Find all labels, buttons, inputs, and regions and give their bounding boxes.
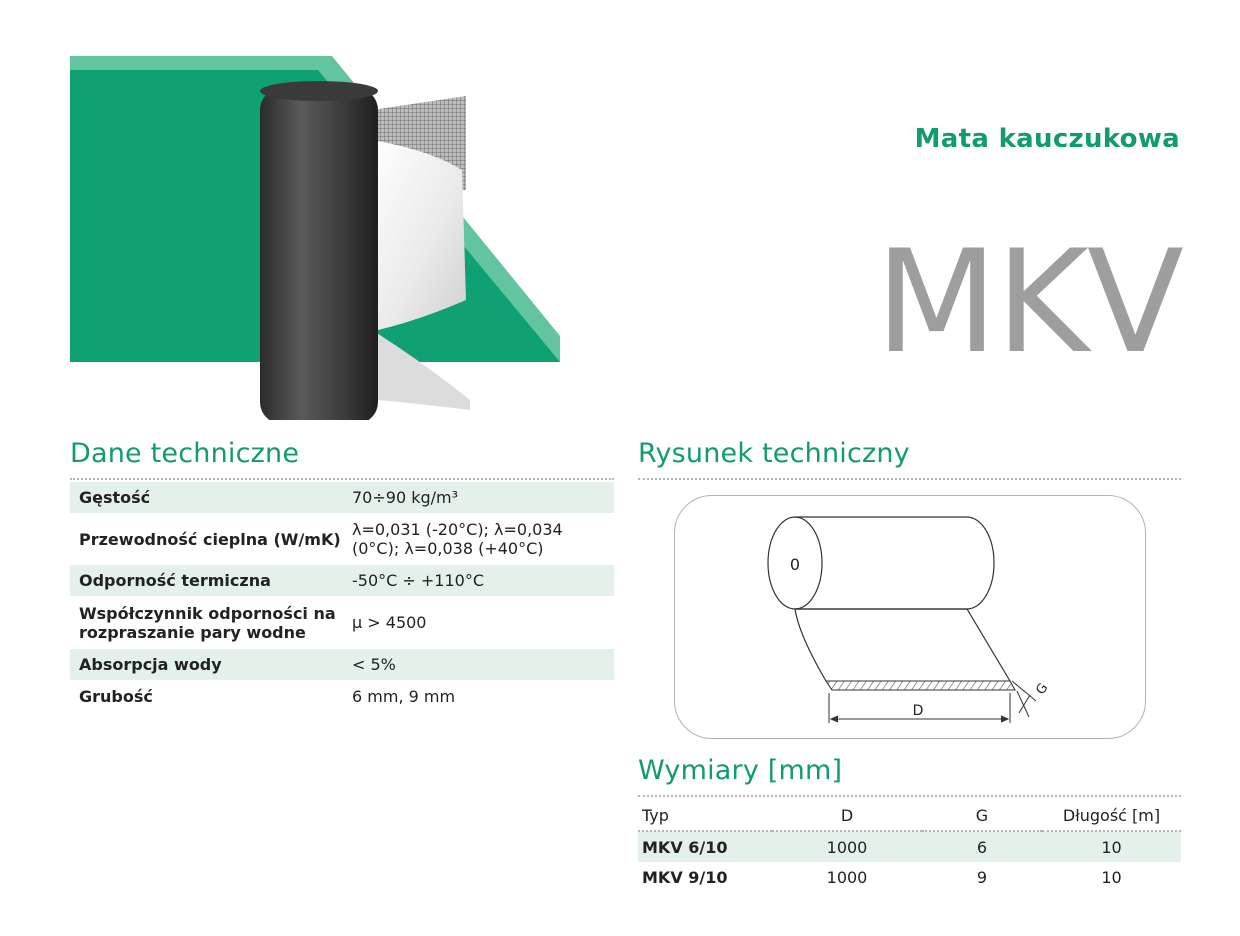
technical-data-heading: Dane techniczne bbox=[70, 438, 300, 469]
column-header: Typ bbox=[638, 800, 772, 831]
spec-label bbox=[70, 596, 343, 649]
spec-row-water-absorption bbox=[70, 649, 614, 680]
table-cell: 1000 bbox=[826, 867, 868, 887]
spec-value bbox=[343, 513, 614, 565]
technical-drawing bbox=[674, 495, 1144, 737]
table-cell: 6 bbox=[976, 837, 988, 857]
product-code: MKV bbox=[875, 220, 1182, 385]
thickness-label: G bbox=[1033, 680, 1052, 698]
spec-row-vapor-resistance bbox=[70, 596, 614, 649]
mat-cross-section bbox=[826, 681, 1015, 690]
width-label: D bbox=[912, 703, 924, 719]
roll-outline bbox=[768, 517, 1010, 681]
column-header: D bbox=[772, 800, 922, 831]
column-header: Długość [m] bbox=[1042, 800, 1181, 831]
dimensions-table bbox=[638, 800, 1181, 892]
spec-value-line: (0°C); λ=0,038 (+40°C) bbox=[352, 539, 544, 558]
spec-value: μ > 4500 bbox=[352, 613, 427, 632]
table-cell: 1000 bbox=[826, 837, 868, 857]
technical-data-table bbox=[70, 482, 614, 713]
spec-label-line: rozpraszanie pary wodne bbox=[79, 622, 306, 642]
table-cell: MKV 9/10 bbox=[642, 867, 728, 887]
spec-row-thickness bbox=[70, 680, 614, 713]
spec-label: Absorpcja wody bbox=[79, 655, 222, 674]
spec-label-line: Współczynnik odporności na bbox=[79, 603, 336, 623]
spec-row-thermal-resistance bbox=[70, 565, 614, 596]
spec-value-line: λ=0,031 (-20°C); λ=0,034 bbox=[352, 520, 563, 539]
table-cell: 10 bbox=[1101, 837, 1122, 857]
product-hero-image bbox=[0, 0, 600, 420]
spec-value: -50°C ÷ +110°C bbox=[352, 571, 484, 590]
technical-data-divider bbox=[70, 478, 614, 480]
dimensions-divider bbox=[638, 795, 1181, 797]
table-cell: MKV 6/10 bbox=[642, 837, 728, 857]
spec-label: Przewodność cieplna (W/mK) bbox=[79, 529, 341, 549]
dimensions-header-row bbox=[638, 800, 1181, 831]
table-row bbox=[638, 831, 1181, 862]
column-header: G bbox=[922, 800, 1042, 831]
spec-value: < 5% bbox=[352, 655, 396, 674]
product-title: Mata kauczukowa bbox=[914, 124, 1180, 154]
spec-value: 70÷90 kg/m³ bbox=[352, 488, 459, 507]
table-cell: 9 bbox=[976, 867, 988, 887]
rubber-roll-photo bbox=[260, 81, 470, 420]
spec-label: Gęstość bbox=[79, 488, 151, 507]
spec-label: Odporność termiczna bbox=[79, 571, 271, 590]
table-cell: 10 bbox=[1101, 867, 1122, 887]
table-row bbox=[638, 862, 1181, 892]
spec-label: Grubość bbox=[79, 687, 153, 706]
technical-drawing-heading: Rysunek techniczny bbox=[638, 438, 910, 469]
dimensions-heading: Wymiary [mm] bbox=[638, 755, 843, 786]
spec-row-density bbox=[70, 482, 614, 513]
technical-drawing-divider bbox=[638, 478, 1181, 480]
spec-value: 6 mm, 9 mm bbox=[352, 687, 456, 706]
inner-diameter-label: 0 bbox=[789, 555, 801, 574]
spec-row-conductivity bbox=[70, 513, 614, 565]
